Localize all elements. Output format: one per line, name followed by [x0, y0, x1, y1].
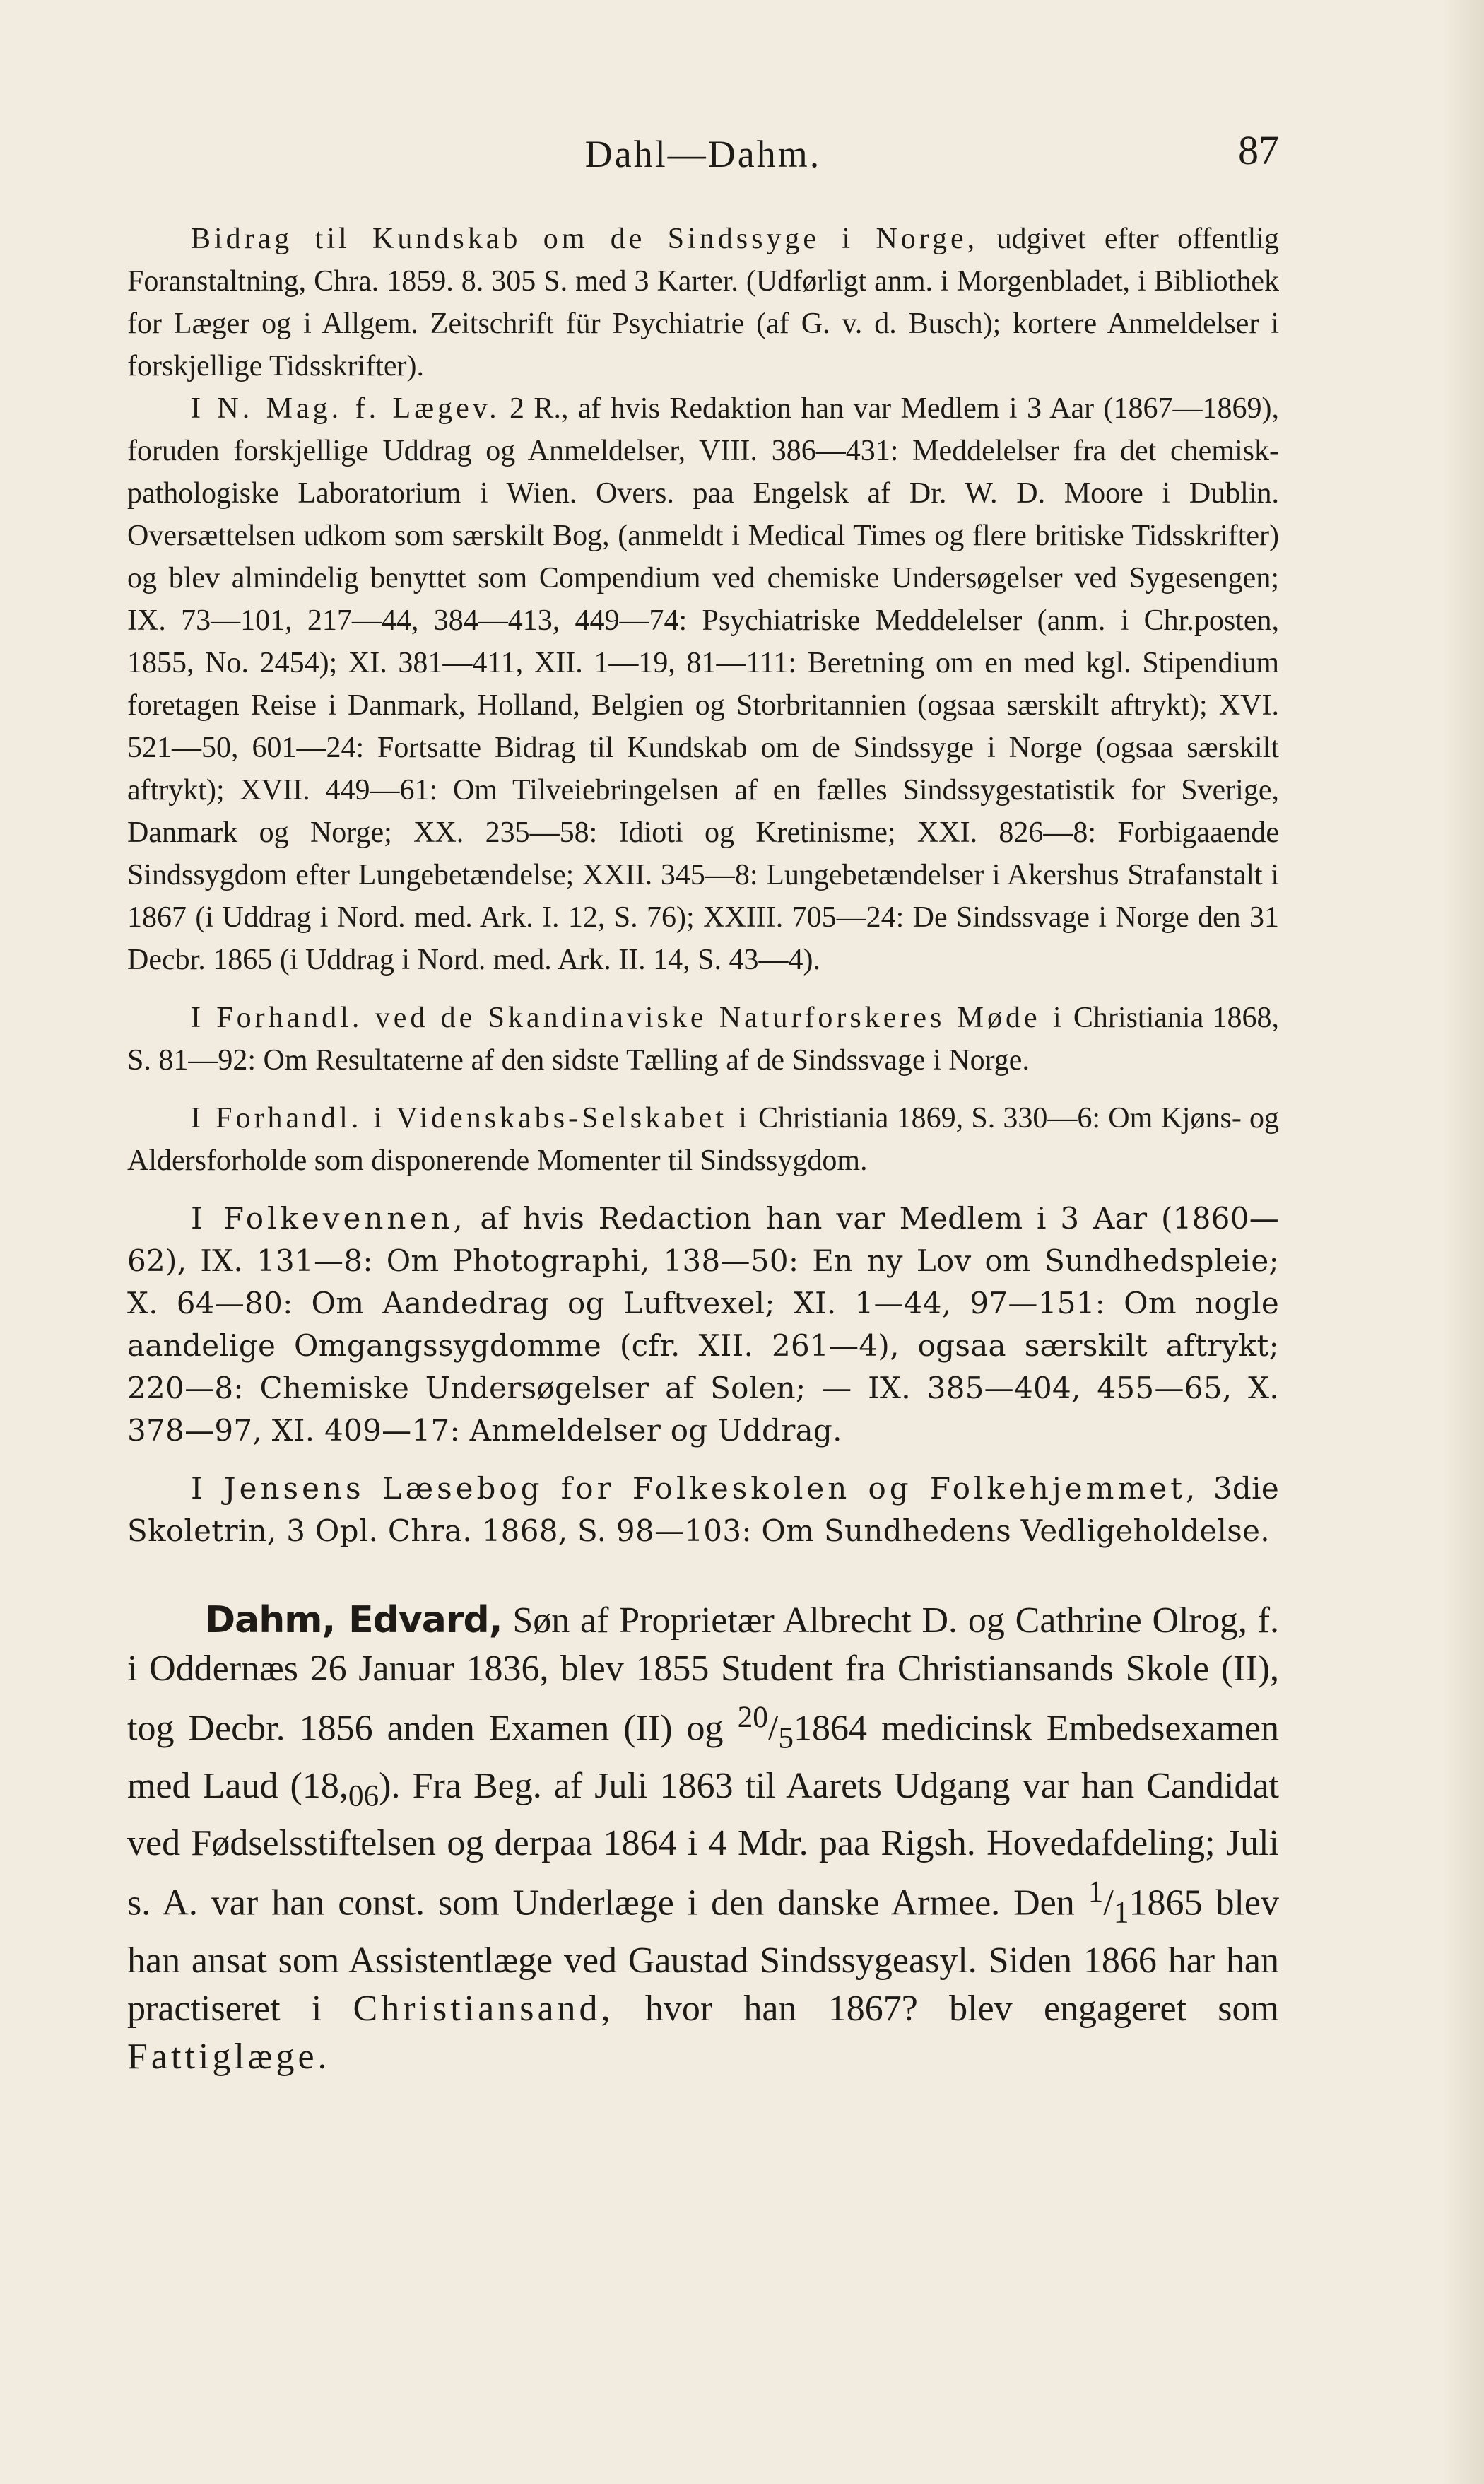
bibliography-paragraph: [127, 218, 1279, 387]
bibliography-paragraph: [127, 1197, 1279, 1452]
entry-text: ). Fra Beg. af Juli 1863 til Aarets Udgang var han Candidat ved Fødselsstiftelsen og derpaa 1864 i 4 Mdr. paa Rigsh. Hovedafdeling; Juli s. A. var han const. som Underlæge i den danske Armee. Den: [127, 1765, 1279, 1923]
fraction-numerator: 1: [1088, 1875, 1104, 1909]
bibliography-paragraph: [127, 1467, 1279, 1552]
entry-text: 1864 medicinsk Embedsexamen med Laud (18,: [127, 1708, 1280, 1806]
fraction-numerator: 20: [737, 1700, 768, 1734]
page-body: [127, 218, 1279, 2081]
biography-entry: [127, 1596, 1279, 2081]
fraction-denominator: 1: [1113, 1895, 1129, 1930]
paragraph-text: af hvis Redaction han var Medlem i 3 Aar (1860—62), IX. 131—8: Om Photographi, 138—50: En ny Lov om Sundhedspleie; X. 64—80: Om Aandedrag og Luftvexel; XI. 1—44, 97—151: Om nogle aandelige Omgangssygdomme (cfr. XII. 261—4), ogsaa særskilt aftrykt; 220—8: Chemiske Undersøgelser af Solen; — IX. 385—404, 455—65, X. 378—97, XI. 409—17: Anmeldelser og Uddrag.: [127, 1201, 1280, 1448]
entry-text: 1865 blev han ansat som Assistentlæge ved Gaustad Sindssygeasyl. Siden 1866 har han practiseret i: [127, 1882, 1280, 2029]
role-name: Fattiglæge.: [127, 2036, 331, 2077]
entry-paragraph: Dahm, Edvard, Søn af Proprietær Albrecht D. og Cathrine Olrog, f. i Oddernæs 26 Januar 1836, blev 1855 Student fra Christiansands Skole (II), tog Decbr. 1856 anden Examen (II) og $^{20}/_51864$ medicinsk Embedsexamen med Laud $(18,_{06})$. Fra Beg. af Juli 1863 til Aarets Udgang var han Candidat ved Fødselsstiftelsen og derpaa 1864 i 4 Mdr. paa Rigsh. Hovedafdeling; Juli s. A. var han const. som Underlæge i den danske Armee. Den $^1/_11865$ blev han ansat som Assistentlæge ved Gaustad Sindssygeasyl. Siden 1866 har han practiseret i Christiansand, hvor han 1867? blev engageret som Fattiglæge.: [127, 1599, 1280, 2077]
bibliography-paragraph: [127, 1097, 1279, 1182]
paragraph-text: 2 R., af hvis Redaktion han var Medlem i 3 Aar (1867—1869), foruden forskjellige Uddrag og Anmeldelser, VIII. 386—431: Meddelelser fra det chemisk-pathologiske Laboratorium i Wien. Overs. paa Engelsk af Dr. W. D. Moore i Dublin. Oversættelsen udkom som særskilt Bog, (anmeldt i Medical Times og flere britiske Tidsskrifter) og blev almindelig benyttet som Compendium ved chemiske Undersøgelser ved Sygesengen; IX. 73—101, 217—44, 384—413, 449—74: Psychiatriske Meddelelser (anm. i Chr.posten, 1855, No. 2454); XI. 381—411, XII. 1—19, 81—111: Beretning om en med kgl. Stipendium foretagen Reise i Danmark, Holland, Belgien og Storbritannien (ogsaa særskilt aftrykt); XVI. 521—50, 601—24: Fortsatte Bidrag til Kundskab om de Sindssyge i Norge (ogsaa særskilt aftrykt); XVII. 449—61: Om Tilveiebringelsen af en fælles Sindssygestatistik for Sverige, Danmark og Norge; XX. 235—58: Idioti og Kretinisme; XXI. 826—8: Forbigaaende Sindssygdom efter Lungebetændelse; XXII. 345—8: Lungebetændelser i Akershus Strafanstalt i 1867 (i Uddrag i Nord. med. Ark. I. 12, S. 76); XXIII. 705—24: De Sindssvage i Norge den 31 Decbr. 1865 (i Uddrag i Nord. med. Ark. II. 14, S. 43—4).: [127, 392, 1279, 976]
work-title: Bidrag til Kundskab om de Sindssyge i Norge,: [191, 223, 979, 255]
running-title: Dahl—Dahm.: [584, 133, 822, 175]
page-number: 87: [1238, 127, 1279, 173]
paragraph-text: udgivet efter offentlig Foranstaltning, Chra. 1859. 8. 305 S. med 3 Karter. (Udførligt anm. i Morgenbladet, i Bibliothek for Læger og i Allgem. Zeitschrift für Psychiatrie (af G. v. d. Busch); kortere Anmeldelser i forskjellige Tidsskrifter).: [127, 223, 1279, 382]
bibliography-paragraph: [127, 997, 1279, 1082]
fraction-denominator: 5: [778, 1721, 794, 1755]
work-title: I N. Mag. f. Lægev.: [191, 392, 500, 425]
entry-text: hvor han 1867? blev engageret som: [613, 1988, 1279, 2029]
page-edge-shadow: [1442, 0, 1484, 2484]
bibliography-section: [127, 218, 1279, 1552]
paragraph-text: Christiania 1868, S. 81—92: Om Resultaterne af den sidste Tælling af de Sindssvage i Norge.: [127, 1002, 1280, 1077]
bibliography-paragraph: [127, 387, 1279, 981]
work-title: I Forhandl. ved de Skandinaviske Naturforskeres Møde i: [191, 1002, 1065, 1034]
entry-headword: Dahm, Edvard,: [205, 1599, 502, 1641]
work-title: I Jensens Læsebog for Folkeskolen og Folkehjemmet,: [191, 1471, 1199, 1506]
paragraph-text: Christiania 1869, S. 330—6: Om Kjøns- og Aldersforholde som disponerende Momenter til Sindssygdom.: [127, 1102, 1280, 1177]
entry-text: Søn af Proprietær Albrecht D. og Cathrine Olrog, f. i Oddernæs 26 Januar 1836, blev 1855 Student fra Christiansands Skole (II), tog Decbr. 1856 anden Examen (II) og: [127, 1600, 1280, 1749]
paragraph-text: 3die Skoletrin, 3 Opl. Chra. 1868, S. 98—103: Om Sundhedens Vedligeholdelse.: [127, 1471, 1279, 1548]
page-header: [127, 124, 1279, 180]
place-name: Christiansand,: [353, 1988, 614, 2029]
grade-subscript: 06: [348, 1779, 379, 1813]
work-title: I Forhandl. i Videnskabs-Selskabet i: [191, 1102, 750, 1135]
work-title: I Folkevennen,: [191, 1201, 466, 1236]
